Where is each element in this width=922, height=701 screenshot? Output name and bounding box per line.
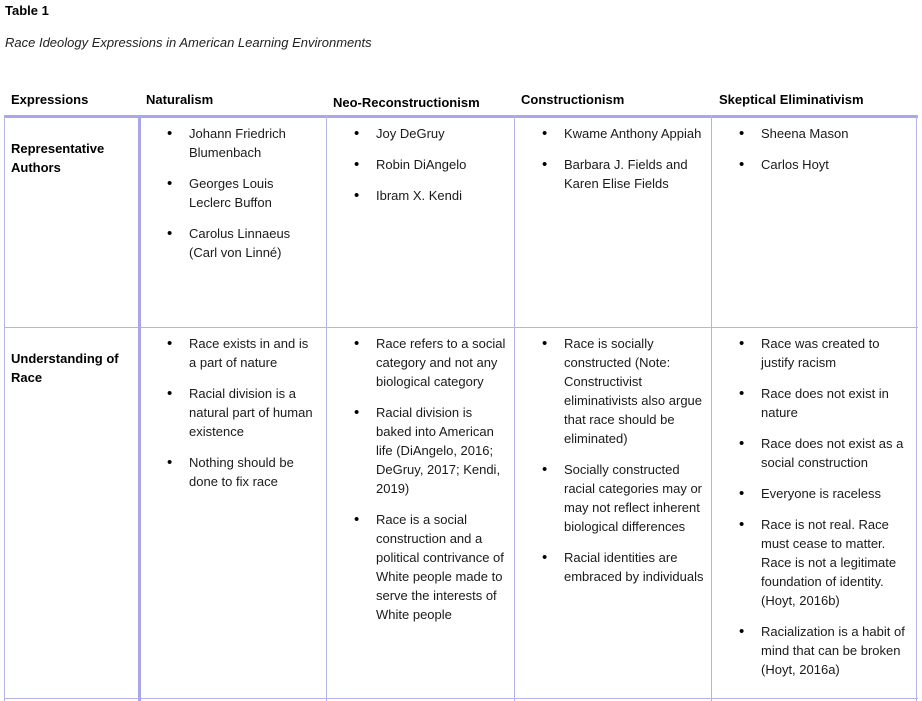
column-border — [514, 115, 515, 701]
list-item: • Carolus Linnaeus (Carl von Linné) — [167, 224, 317, 262]
list-item: • Race does not exist as a social construction — [739, 434, 914, 472]
list-item: • Johann Friedrich Blumenbach — [167, 124, 317, 162]
header-rule — [4, 115, 918, 118]
list-item: • Race exists in and is a part of nature — [167, 334, 317, 372]
list-item: • Race refers to a social category and not any biological category — [354, 334, 511, 391]
list-item: • Racial division is baked into American life (DiAngelo, 2016; DeGruy, 2017; Kendi, 2019) — [354, 403, 511, 498]
column-border — [711, 115, 712, 701]
cell-neo-reconstructionism-understanding — [354, 334, 511, 636]
table-caption: Race Ideology Expressions in American Learning Environments — [5, 35, 372, 50]
row-label-representative-authors: Representative Authors — [11, 141, 105, 175]
list-item: • Robin DiAngelo — [354, 155, 509, 174]
list-item: • Racialization is a habit of mind that can be broken (Hoyt, 2016a) — [739, 622, 914, 679]
list-item: • Georges Louis Leclerc Buffon — [167, 174, 317, 212]
cell-skeptical-eliminativism-understanding — [739, 334, 914, 691]
table-label: Table 1 — [5, 3, 49, 18]
header-expressions: Expressions — [11, 92, 89, 107]
cell-skeptical-eliminativism-authors — [739, 124, 909, 186]
list-item: • Sheena Mason — [739, 124, 909, 143]
cell-constructionism-understanding — [542, 334, 708, 598]
list-item: • Race is socially constructed (Note: Constructivist eliminativists also argue that race should be eliminated) — [542, 334, 708, 448]
list-item: • Carlos Hoyt — [739, 155, 909, 174]
cell-neo-reconstructionism-authors — [354, 124, 509, 217]
list-item: • Socially constructed racial categories may or may not reflect inherent biological differences — [542, 460, 708, 536]
header-neo-reconstructionism: Neo-Reconstructionism — [333, 95, 480, 110]
column-border — [326, 115, 327, 701]
list-item: • Barbara J. Fields and Karen Elise Fields — [542, 155, 708, 193]
cell-constructionism-authors — [542, 124, 708, 205]
list-item: • Race is a social construction and a political contrivance of White people made to serve the interests of White people — [354, 510, 511, 624]
row-label-understanding-of-race: Understanding of Race — [11, 351, 119, 385]
list-item: • Race is not real. Race must cease to matter. Race is not a legitimate foundation of identity. (Hoyt, 2016b) — [739, 515, 914, 610]
list-item: • Race does not exist in nature — [739, 384, 914, 422]
list-item: • Racial identities are embraced by individuals — [542, 548, 708, 586]
header-skeptical-eliminativism: Skeptical Eliminativism — [719, 92, 864, 107]
list-item: • Race was created to justify racism — [739, 334, 914, 372]
list-item: • Joy DeGruy — [354, 124, 509, 143]
left-border — [4, 115, 5, 701]
cell-naturalism-understanding — [167, 334, 317, 503]
list-item: • Kwame Anthony Appiah — [542, 124, 708, 143]
list-item: • Nothing should be done to fix race — [167, 453, 317, 491]
cell-naturalism-authors — [167, 124, 317, 274]
row-divider — [4, 327, 918, 328]
list-item: • Racial division is a natural part of human existence — [167, 384, 317, 441]
list-item: • Ibram X. Kendi — [354, 186, 509, 205]
right-border — [916, 115, 917, 701]
list-item: • Everyone is raceless — [739, 484, 914, 503]
header-constructionism: Constructionism — [521, 92, 625, 107]
label-column-border — [138, 115, 141, 701]
bottom-rule — [4, 698, 918, 699]
header-naturalism: Naturalism — [146, 92, 214, 107]
